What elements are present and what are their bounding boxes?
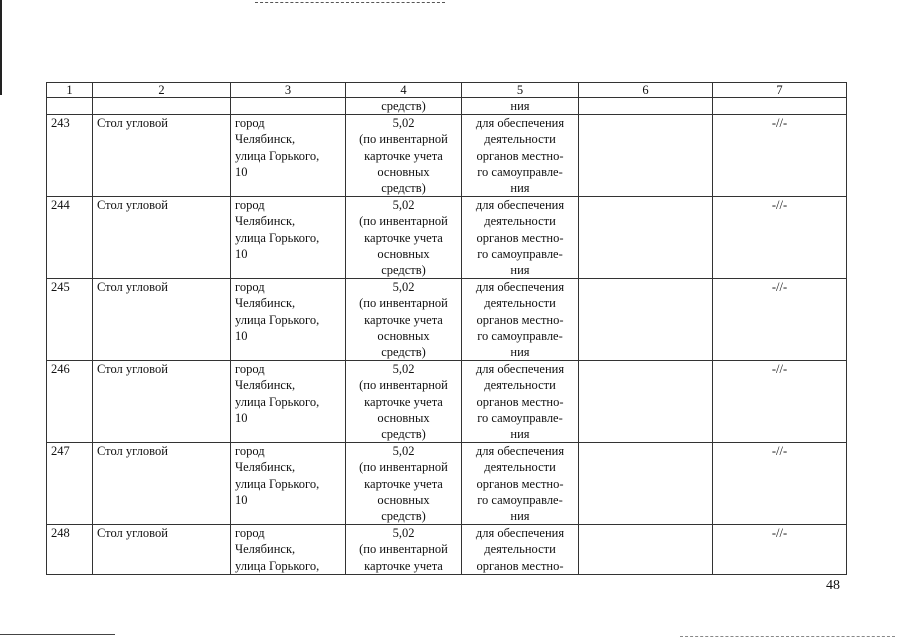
item-cost-line: карточке учета: [364, 148, 443, 163]
item-address-line: город: [235, 280, 265, 295]
table-row: [47, 443, 847, 525]
item-name: Стол угловой: [93, 115, 231, 197]
column-number-5: 5: [462, 83, 579, 98]
item-purpose-line: ния: [510, 181, 530, 196]
item-purpose-line: органов местно-: [476, 394, 564, 409]
item-address-line: улица Горького,: [235, 476, 320, 491]
item-name: Стол угловой: [93, 197, 231, 279]
item-name: Стол угловой: [93, 443, 231, 525]
item-cost-line: карточке учета: [364, 312, 443, 327]
item-cost: [346, 115, 462, 197]
item-cost-line: 5,02: [392, 280, 415, 295]
item-address-line: город: [235, 362, 265, 377]
item-purpose-line: го самоуправле-: [477, 492, 563, 507]
item-cost-line: основных: [377, 328, 430, 343]
continuation-cell-7: [713, 98, 847, 115]
item-purpose-line: ния: [510, 509, 530, 524]
item-address: [231, 443, 346, 525]
item-address-line: Челябинск,: [235, 132, 296, 147]
item-purpose-line: ния: [510, 427, 530, 442]
item-purpose: [462, 115, 579, 197]
item-cost-line: карточке учета: [364, 394, 443, 409]
item-cost-line: (по инвентарной: [359, 214, 448, 229]
item-purpose-line: органов местно-: [476, 476, 564, 491]
column-number-row: [47, 83, 847, 98]
item-purpose: [462, 197, 579, 279]
item-purpose: [462, 443, 579, 525]
item-purpose: [462, 279, 579, 361]
continuation-cell-6: [579, 98, 713, 115]
item-purpose-line: для обеспечения: [475, 280, 565, 295]
item-column-6: [579, 361, 713, 443]
item-cost-line: средств): [381, 345, 426, 360]
item-address-line: город: [235, 526, 265, 541]
item-purpose-line: го самоуправле-: [477, 164, 563, 179]
item-address: [231, 361, 346, 443]
item-cost-line: основных: [377, 492, 430, 507]
item-cost-line: (по инвентарной: [359, 132, 448, 147]
item-purpose: [462, 525, 579, 575]
item-column-7: -//-: [713, 443, 847, 525]
item-cost-line: средств): [381, 263, 426, 278]
item-address-line: улица Горького,: [235, 312, 320, 327]
item-address: [231, 197, 346, 279]
row-number: 244: [47, 197, 93, 279]
item-cost-line: 5,02: [392, 116, 415, 131]
row-number: 243: [47, 115, 93, 197]
column-number-6: 6: [579, 83, 713, 98]
item-address-line: Челябинск,: [235, 214, 296, 229]
item-cost-line: средств): [381, 509, 426, 524]
item-column-6: [579, 525, 713, 575]
page-number: 48: [826, 578, 840, 593]
continuation-cell-address: [231, 98, 346, 115]
item-name: Стол угловой: [93, 279, 231, 361]
item-purpose-line: органов местно-: [476, 312, 564, 327]
item-purpose-line: для обеспечения: [475, 362, 565, 377]
item-purpose-line: органов местно-: [476, 148, 564, 163]
item-column-6: [579, 197, 713, 279]
item-address-line: 10: [235, 410, 248, 425]
item-purpose-line: для обеспечения: [475, 444, 565, 459]
column-number-1: 1: [47, 83, 93, 98]
continuation-row: [47, 98, 847, 115]
item-purpose-line: ния: [510, 263, 530, 278]
item-column-7: -//-: [713, 115, 847, 197]
item-column-6: [579, 279, 713, 361]
item-address: [231, 525, 346, 575]
column-number-3: 3: [231, 83, 346, 98]
scan-edge-left: [0, 0, 2, 95]
item-cost-line: 5,02: [392, 362, 415, 377]
item-address: [231, 279, 346, 361]
item-address-line: улица Горького,: [235, 148, 320, 163]
scan-edge-bottom: [0, 634, 115, 635]
continuation-cell-num: [47, 98, 93, 115]
column-number-2: 2: [93, 83, 231, 98]
item-cost: [346, 525, 462, 575]
table-row: [47, 279, 847, 361]
item-cost-line: карточке учета: [364, 558, 443, 573]
item-cost: [346, 279, 462, 361]
item-purpose: [462, 361, 579, 443]
table-row: [47, 525, 847, 575]
item-purpose-line: для обеспечения: [475, 198, 565, 213]
item-purpose-line: для обеспечения: [475, 526, 565, 541]
item-cost-line: 5,02: [392, 198, 415, 213]
column-number-4: 4: [346, 83, 462, 98]
scan-edge-top: [255, 2, 445, 3]
row-number: 247: [47, 443, 93, 525]
item-column-7: -//-: [713, 197, 847, 279]
item-purpose-line: деятельности: [484, 296, 556, 311]
item-address-line: город: [235, 198, 265, 213]
item-purpose-line: деятельности: [484, 132, 556, 147]
item-column-6: [579, 115, 713, 197]
item-name: Стол угловой: [93, 525, 231, 575]
item-cost-line: 5,02: [392, 526, 415, 541]
scan-edge-bottom-right: [680, 636, 895, 637]
row-number: 248: [47, 525, 93, 575]
item-purpose-line: деятельности: [484, 542, 556, 557]
table-row: [47, 115, 847, 197]
item-purpose-line: го самоуправле-: [477, 410, 563, 425]
item-cost-line: 5,02: [392, 444, 415, 459]
item-address-line: Челябинск,: [235, 378, 296, 393]
table-row: [47, 361, 847, 443]
row-number: 245: [47, 279, 93, 361]
item-address: [231, 115, 346, 197]
item-cost-line: (по инвентарной: [359, 460, 448, 475]
item-cost-line: (по инвентарной: [359, 542, 448, 557]
property-inventory-table: [46, 82, 847, 575]
item-cost-line: средств): [381, 181, 426, 196]
column-number-7: 7: [713, 83, 847, 98]
continuation-cell-name: [93, 98, 231, 115]
item-purpose-line: органов местно-: [476, 558, 564, 573]
item-address-line: 10: [235, 328, 248, 343]
item-purpose-line: деятельности: [484, 214, 556, 229]
item-purpose-line: органов местно-: [476, 230, 564, 245]
item-cost: [346, 361, 462, 443]
item-purpose-line: деятельности: [484, 378, 556, 393]
item-purpose-line: ния: [510, 345, 530, 360]
item-address-line: улица Горького,: [235, 230, 320, 245]
item-column-7: -//-: [713, 279, 847, 361]
item-cost: [346, 443, 462, 525]
item-column-7: -//-: [713, 525, 847, 575]
item-cost-line: карточке учета: [364, 476, 443, 491]
item-cost-line: (по инвентарной: [359, 378, 448, 393]
continuation-cell-purpose: ния: [462, 98, 579, 115]
item-address-line: улица Горького,: [235, 394, 320, 409]
item-column-7: -//-: [713, 361, 847, 443]
item-purpose-line: для обеспечения: [475, 116, 565, 131]
item-address-line: Челябинск,: [235, 460, 296, 475]
item-cost: [346, 197, 462, 279]
item-purpose-line: деятельности: [484, 460, 556, 475]
item-cost-line: средств): [381, 427, 426, 442]
item-cost-line: основных: [377, 246, 430, 261]
item-address-line: 10: [235, 246, 248, 261]
item-address-line: Челябинск,: [235, 296, 296, 311]
item-address-line: улица Горького,: [235, 558, 320, 573]
item-address-line: город: [235, 116, 265, 131]
continuation-cell-cost: средств): [346, 98, 462, 115]
table-row: [47, 197, 847, 279]
row-number: 246: [47, 361, 93, 443]
item-name: Стол угловой: [93, 361, 231, 443]
item-address-line: Челябинск,: [235, 542, 296, 557]
item-column-6: [579, 443, 713, 525]
item-cost-line: (по инвентарной: [359, 296, 448, 311]
item-address-line: 10: [235, 492, 248, 507]
item-purpose-line: го самоуправле-: [477, 328, 563, 343]
item-cost-line: карточке учета: [364, 230, 443, 245]
item-address-line: 10: [235, 164, 248, 179]
item-cost-line: основных: [377, 164, 430, 179]
item-address-line: город: [235, 444, 265, 459]
item-cost-line: основных: [377, 410, 430, 425]
item-purpose-line: го самоуправле-: [477, 246, 563, 261]
